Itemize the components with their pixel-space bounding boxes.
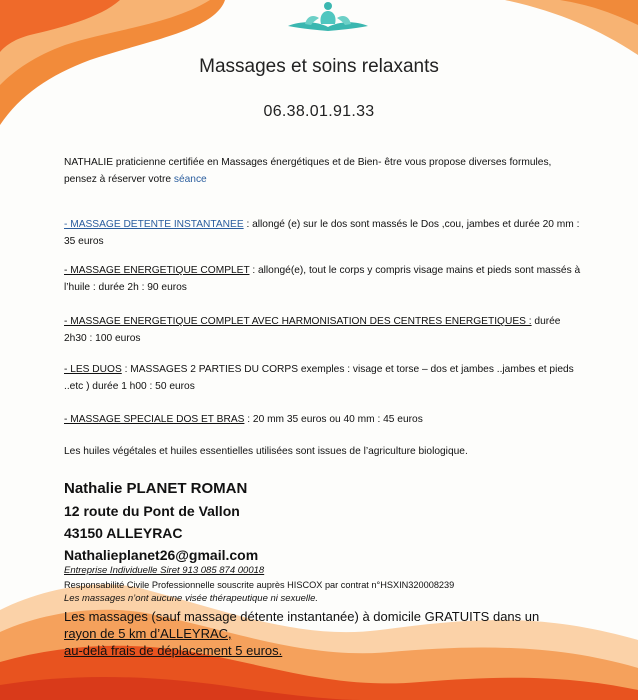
service-description: : allongé (e) sur le dos sont massés le Dos ,cou, jambes et durée 20 mm : 35 euros xyxy=(64,219,580,247)
service-item xyxy=(64,216,584,250)
intro-name: NATHALIE xyxy=(64,157,114,168)
lotus-meditation-icon xyxy=(283,0,373,32)
contact-name: Nathalie PLANET ROMAN xyxy=(64,480,248,497)
intro-paragraph xyxy=(64,154,584,188)
service-description: : allongé(e), tout le corps y compris visage mains et pieds sont massés à l’huile : durée 2h : 90 euros xyxy=(64,265,581,293)
service-item xyxy=(64,313,584,347)
page-title: Massages et soins relaxants xyxy=(199,56,439,77)
organic-note: Les huiles végétales et huiles essentielles utilisées sont issues de l’agriculture biologique. xyxy=(64,446,468,457)
intro-highlight: séance xyxy=(173,174,207,185)
service-item xyxy=(64,262,584,296)
footer-line-1: Les massages (sauf massage détente instantanée) à domicile GRATUITS dans un xyxy=(64,609,540,624)
service-name: - MASSAGE DETENTE INSTANTANEE xyxy=(64,219,244,230)
home-service-footer xyxy=(64,608,584,659)
insurance-line: Responsabilité Civile Professionnelle souscrite auprès HISCOX par contrat n°HSXIN320008239 xyxy=(64,580,455,590)
contact-city: 43150 ALLEYRAC xyxy=(64,525,183,541)
phone-number: 06.38.01.91.33 xyxy=(263,103,375,120)
service-item xyxy=(64,361,584,395)
service-name: - MASSAGE ENERGETIQUE COMPLET xyxy=(64,265,250,276)
footer-line-3: au-delà frais de déplacement 5 euros. xyxy=(64,643,283,658)
service-description: : 20 mm 35 euros ou 40 mm : 45 euros xyxy=(244,414,423,425)
siret-line: Entreprise Individuelle Siret 913 085 874 00018 xyxy=(64,565,265,576)
disclaimer-line: Les massages n’ont aucune visée thérapeutique ni sexuelle. xyxy=(64,593,319,604)
service-description: durée 2h30 : 100 euros xyxy=(64,316,561,344)
intro-text: praticienne certifiée en Massages énergétiques et de Bien- être vous propose diverses formules, pensez à réserver votre xyxy=(64,157,552,185)
service-name: - MASSAGE ENERGETIQUE COMPLET AVEC HARMONISATION DES CENTRES ENERGETIQUES : xyxy=(64,316,532,327)
service-description: : MASSAGES 2 PARTIES DU CORPS exemples : visage et torse – dos et jambes ..jambes et pieds ..etc ) durée 1 h00 : 50 euros xyxy=(64,364,574,392)
service-name: - LES DUOS xyxy=(64,364,122,375)
service-item xyxy=(64,411,584,428)
contact-street: 12 route du Pont de Vallon xyxy=(64,503,240,519)
service-name: - MASSAGE SPECIALE DOS ET BRAS xyxy=(64,414,245,425)
contact-email[interactable]: Nathalieplanet26@gmail.com xyxy=(64,547,259,563)
footer-line-2: rayon de 5 km d’ALLEYRAC, xyxy=(64,626,232,641)
